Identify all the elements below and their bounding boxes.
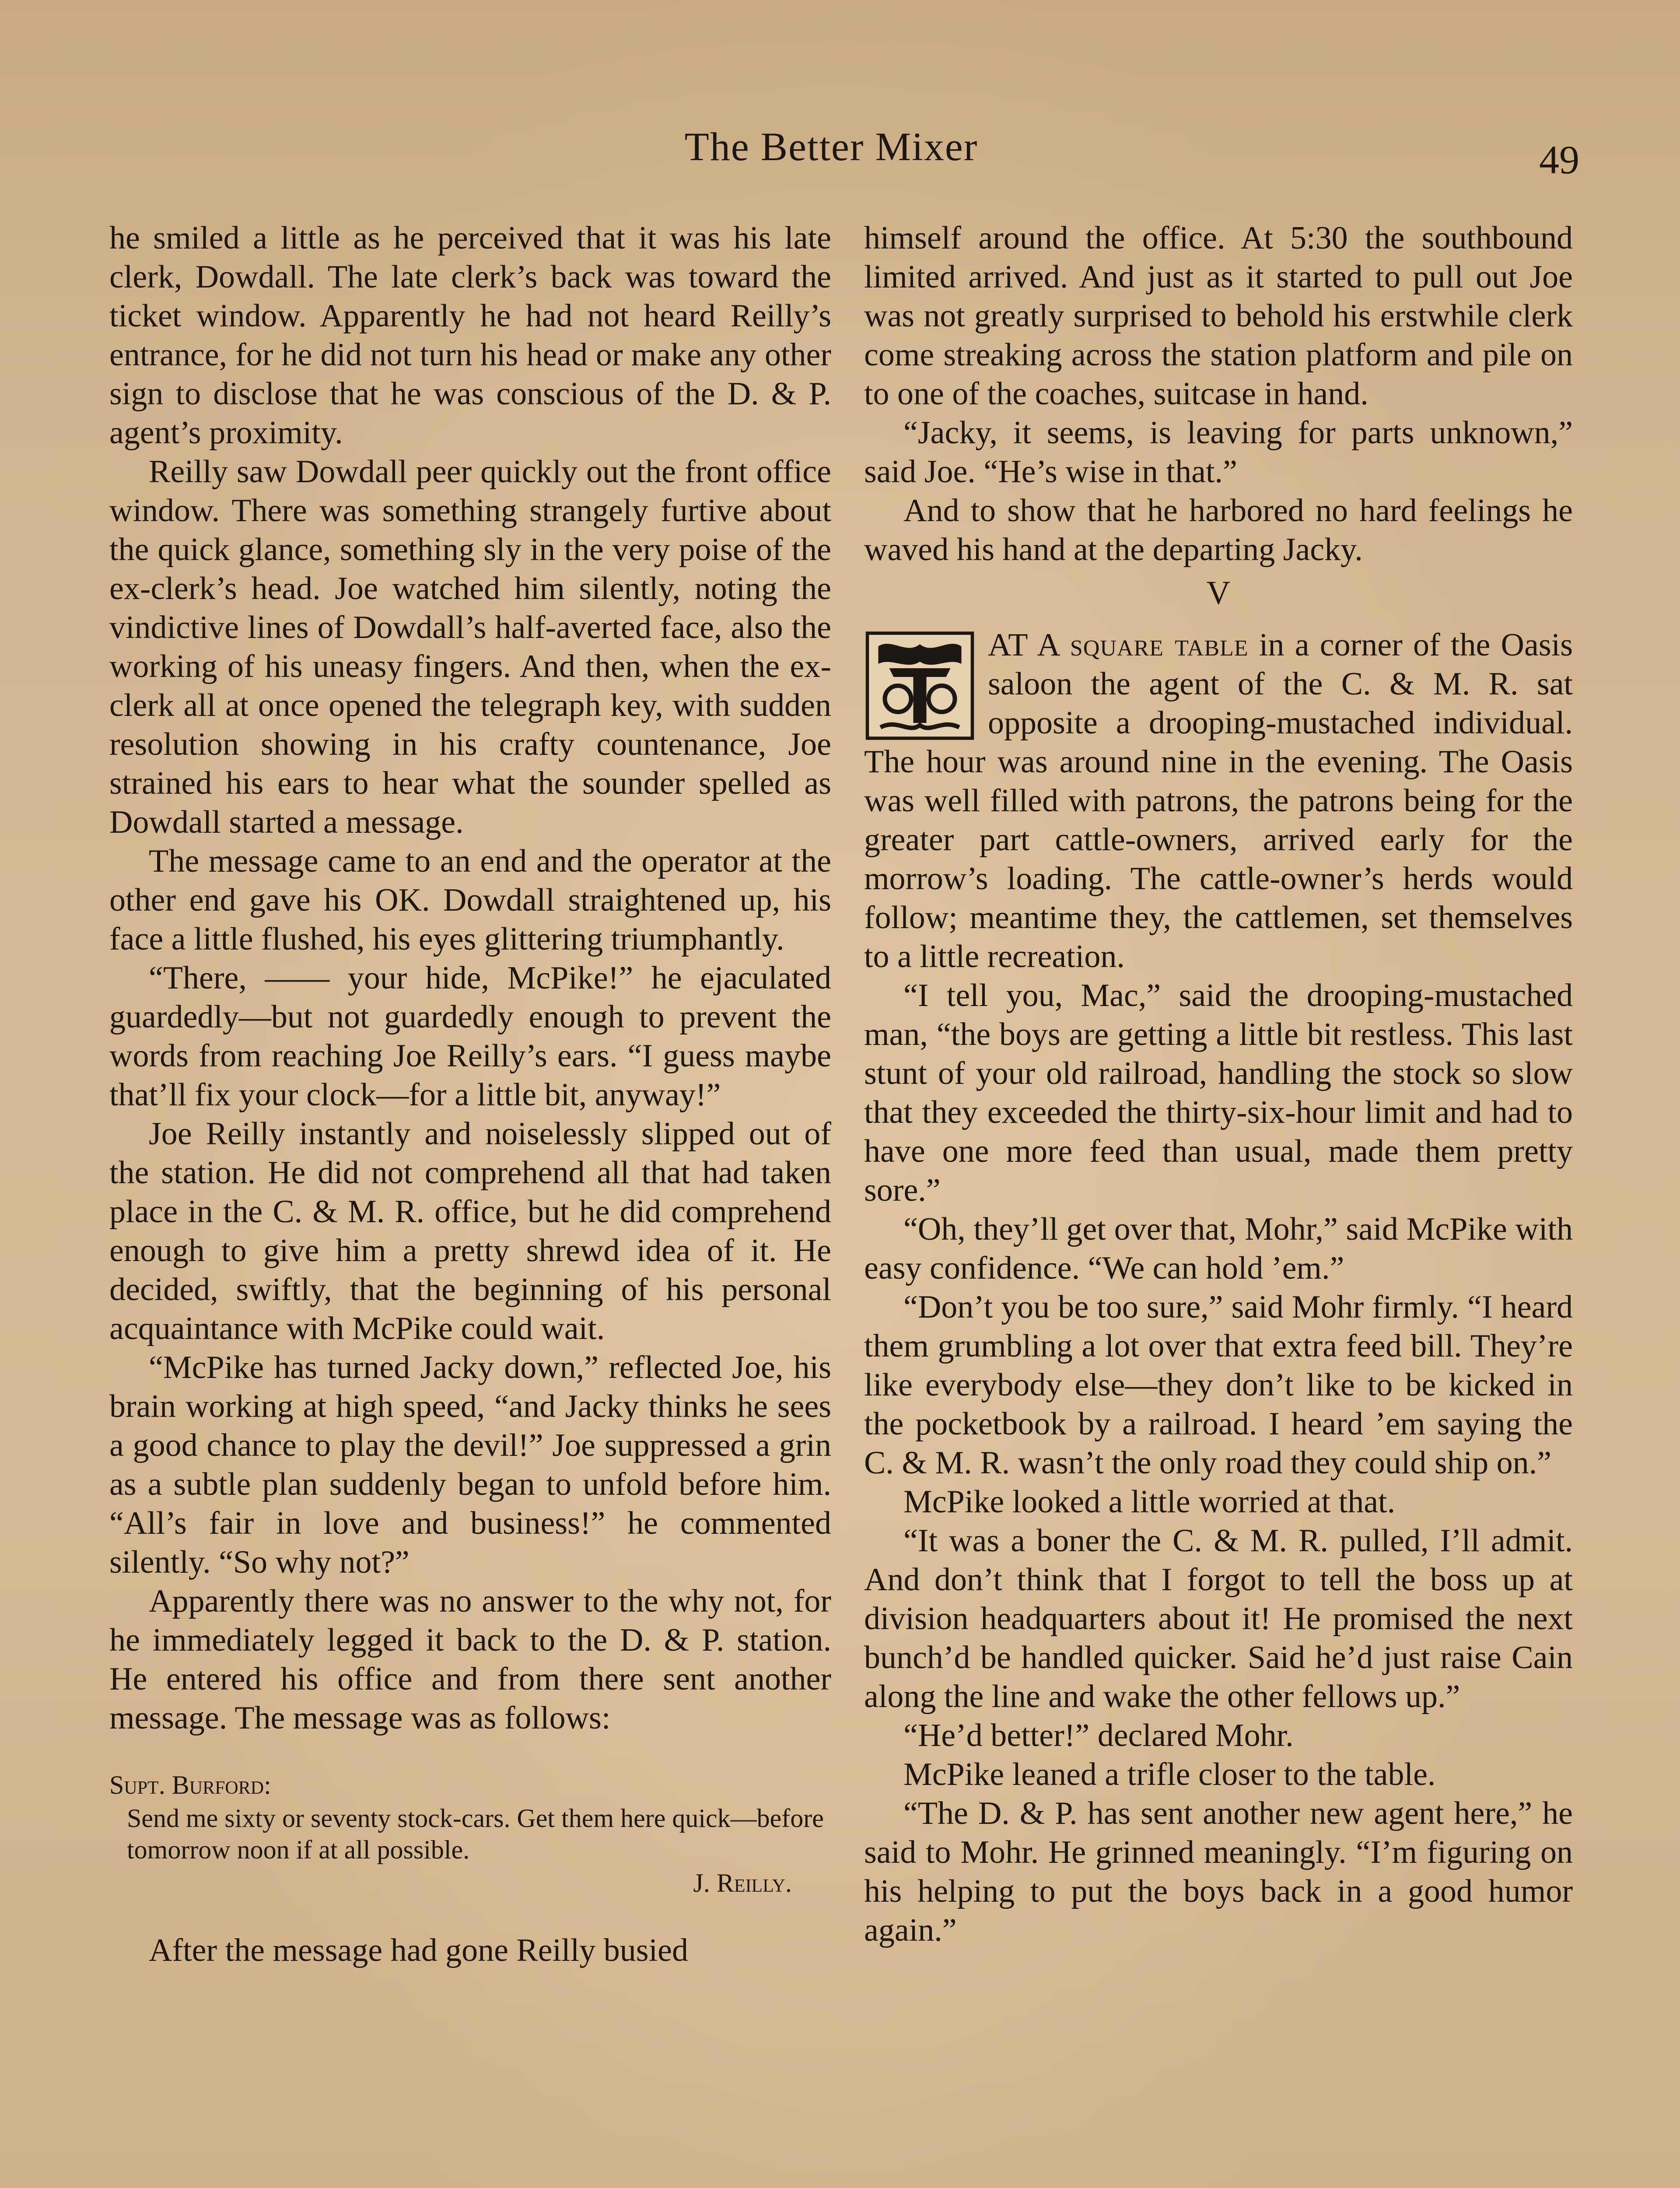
section-number: V xyxy=(1206,575,1231,611)
left-column xyxy=(109,219,831,1970)
telegram-body: Send me sixty or seventy stock-cars. Get them here quick—before tomorrow noon if at all possible. xyxy=(127,1804,824,1864)
paragraph: “Jacky, it seems, is leaving for parts unknown,” said Joe. “He’s wise in that.” xyxy=(864,415,1573,490)
paragraph: himself around the office. At 5:30 the southbound limited arrived. And just as it started to pull out Joe was not greatly surprised to behold his erstwhile clerk come streaking across the station platform and pile on to one of the coaches, suitcase in hand. xyxy=(864,220,1573,412)
paragraph: Reilly saw Dowdall peer quickly out the front office window. There was something strangely furtive about the quick glance, something sly in the very poise of the ex-clerk’s head. Joe watched him silently, noting the vindictive lines of Dowdall’s half-averted face, also the working of his uneasy fingers. And then, when the ex-clerk all at once opened the telegraph key, with sudden resolution showing in his crafty countenance, Joe strained his ears to hear what the sounder spelled as Dowdall started a message. xyxy=(109,454,831,840)
paragraph: “Don’t you be too sure,” said Mohr firmly. “I heard them grumbling a lot over that extra feed bill. They’re like everybody else—they don’t like to be kicked in the pocketbook by a railroad. I heard ’em saying the C. & M. R. wasn’t the only road they could ship on.” xyxy=(864,1289,1573,1481)
page-number: 49 xyxy=(1539,137,1579,182)
telegram-signature: J. Reilly. xyxy=(693,1869,792,1897)
paragraph: he smiled a little as he perceived that it was his late clerk, Dowdall. The late clerk’s back was toward the ticket window. Apparently he had not heard Reilly’s entrance, for he did not turn his head or make any other sign to disclose that he was conscious of the D. & P. agent’s proximity. xyxy=(109,220,831,451)
paragraph: After the message had gone Reilly busied xyxy=(149,1932,688,1968)
paragraph: “I tell you, Mac,” said the drooping-mustached man, “the boys are getting a little bit restless. This last stunt of your old railroad, handling the stock so slow that they exceeded the thirty-six-hour limit and had to have one more feed than usual, made them pretty sore.” xyxy=(864,978,1573,1208)
telegram-message xyxy=(109,1769,831,1899)
paragraph: And to show that he harbored no hard feelings he waved his hand at the departing Jacky. xyxy=(864,493,1573,568)
paragraph: McPike leaned a trifle closer to the table. xyxy=(903,1757,1436,1792)
paragraph: Joe Reilly instantly and noiselessly slipped out of the station. He did not comprehend all that had taken place in the C. & M. R. office, but he did comprehend enough to give him a pretty shrewd idea of it. He decided, swiftly, that the beginning of his personal acquaintance with McPike could wait. xyxy=(109,1116,831,1346)
running-title: The Better Mixer xyxy=(684,124,978,169)
paragraph: McPike looked a little worried at that. xyxy=(903,1484,1396,1520)
opening-paragraph xyxy=(864,626,1573,976)
paragraph: “There, —— your hide, McPike!” he ejaculated guardedly—but not guardedly enough to prevent the words from reaching Joe Reilly’s ears. “I guess maybe that’ll fix your clock—for a little bit, anyway!” xyxy=(109,960,831,1113)
paragraph: “McPike has turned Jacky down,” reflected Joe, his brain working at high speed, “and Jacky thinks he sees a good chance to play the devil!” Joe suppressed a grin as a subtle plan suddenly began to unfold before him. “All’s fair in love and business!” he commented silently. “So why not?” xyxy=(109,1350,831,1580)
paragraph: Apparently there was no answer to the why not, for he immediately legged it back to the D. & P. station. He entered his office and from there sent another message. The message was as follows: xyxy=(109,1583,831,1736)
telegram-addressee: Supt. Burford: xyxy=(109,1771,271,1799)
ornamental-initial-icon xyxy=(864,631,976,740)
lead-in-text: AT A square table xyxy=(988,627,1249,663)
paragraph: “The D. & P. has sent another new agent here,” he said to Mohr. He grinned meaningly. “I’m figuring on his helping to put the boys back in a good humor again.” xyxy=(864,1795,1573,1948)
paragraph: The message came to an end and the operator at the other end gave his OK. Dowdall straightened up, his face a little flushed, his eyes glittering triumphantly. xyxy=(109,843,831,957)
paragraph: “It was a boner the C. & M. R. pulled, I’ll admit. And don’t think that I forgot to tell the boss up at division headquarters about it! He promised the next bunch’d be handled quicker. Said he’d just raise Cain along the line and wake the other fellows up.” xyxy=(864,1523,1573,1715)
paragraph: “Oh, they’ll get over that, Mohr,” said McPike with easy confidence. “We can hold ’em.” xyxy=(864,1211,1573,1286)
right-column xyxy=(864,219,1573,1950)
paragraph-text: in a corner of the Oasis saloon the agent of the C. & M. R. sat opposite a drooping-mustached individual. The hour was around nine in the evening. The Oasis was well filled with patrons, the patrons being for the greater part cattle-owners, arrived early for the morrow’s loading. The cattle-owner’s herds would follow; meantime they, the cattlemen, set themselves to a little recreation. xyxy=(864,627,1573,975)
paragraph: “He’d better!” declared Mohr. xyxy=(903,1718,1294,1753)
